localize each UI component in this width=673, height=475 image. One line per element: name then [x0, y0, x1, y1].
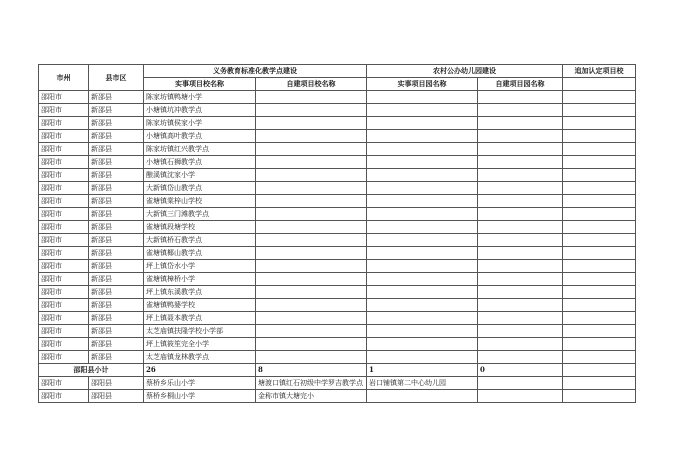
kg-self-cell	[478, 260, 563, 273]
kg-actual-cell	[367, 208, 478, 221]
kg-self-cell	[478, 234, 563, 247]
city-cell: 邵阳市	[39, 351, 89, 364]
self-school-cell	[256, 208, 367, 221]
kg-self-cell	[478, 273, 563, 286]
additional-cell	[563, 390, 636, 403]
school-name-cell: 蔡桥乡乐山小学	[144, 377, 256, 390]
kg-self-cell	[478, 338, 563, 351]
additional-cell	[563, 221, 636, 234]
county-cell: 新邵县	[89, 104, 144, 117]
table-row	[39, 143, 636, 156]
city-cell: 邵阳市	[39, 273, 89, 286]
school-name-cell: 小塘镇高叶教学点	[144, 130, 256, 143]
kg-self-cell	[478, 351, 563, 364]
county-cell: 新邵县	[89, 351, 144, 364]
city-cell: 邵阳市	[39, 208, 89, 221]
self-school-cell	[256, 247, 367, 260]
additional-cell	[563, 299, 636, 312]
county-cell: 新邵县	[89, 169, 144, 182]
header-county: 县市区	[89, 65, 144, 91]
city-cell: 邵阳市	[39, 221, 89, 234]
additional-cell	[563, 143, 636, 156]
additional-cell	[563, 286, 636, 299]
header-kg-self: 自建项目园名称	[478, 78, 563, 91]
county-cell: 邵阳县	[89, 390, 144, 403]
county-cell: 新邵县	[89, 117, 144, 130]
county-cell: 新邵县	[89, 338, 144, 351]
school-name-cell: 雀塘镇段塘学校	[144, 221, 256, 234]
county-cell: 新邵县	[89, 234, 144, 247]
table-row	[39, 195, 636, 208]
additional-cell	[563, 208, 636, 221]
table-row	[39, 312, 636, 325]
kg-self-cell	[478, 377, 563, 390]
school-name-cell: 大新镇三门滩教学点	[144, 208, 256, 221]
subtotal-additional	[563, 364, 636, 377]
school-name-cell: 蔡桥乡桐山小学	[144, 390, 256, 403]
kg-actual-cell	[367, 156, 478, 169]
self-school-cell	[256, 338, 367, 351]
city-cell: 邵阳市	[39, 117, 89, 130]
header-city: 市州	[39, 65, 89, 91]
county-cell: 新邵县	[89, 156, 144, 169]
kg-actual-cell	[367, 91, 478, 104]
city-cell: 邵阳市	[39, 91, 89, 104]
school-name-cell: 陈家坊镇红兴教学点	[144, 143, 256, 156]
self-school-cell	[256, 312, 367, 325]
city-cell: 邵阳市	[39, 299, 89, 312]
self-school-cell	[256, 286, 367, 299]
kg-actual-cell	[367, 195, 478, 208]
school-name-cell: 坪上镇聂本教学点	[144, 312, 256, 325]
county-cell: 新邵县	[89, 260, 144, 273]
school-name-cell: 坪上镇东溪教学点	[144, 286, 256, 299]
school-name-cell: 陈家坊镇侯家小学	[144, 117, 256, 130]
school-name-cell: 太芝庙镇龙林教学点	[144, 351, 256, 364]
self-school-cell: 塘渡口镇红石初级中学罗吉教学点	[256, 377, 367, 390]
header-row-top	[39, 65, 636, 78]
school-name-cell: 大新镇桥石教学点	[144, 234, 256, 247]
kg-self-cell	[478, 91, 563, 104]
school-name-cell: 太芝庙镇扶隆学校小学部	[144, 325, 256, 338]
header-kg-actual: 实事项目园名称	[367, 78, 478, 91]
additional-cell	[563, 273, 636, 286]
kg-self-cell	[478, 104, 563, 117]
table-row	[39, 104, 636, 117]
additional-cell	[563, 260, 636, 273]
city-cell: 邵阳市	[39, 156, 89, 169]
city-cell: 邵阳市	[39, 338, 89, 351]
county-cell: 新邵县	[89, 299, 144, 312]
city-cell: 邵阳市	[39, 260, 89, 273]
self-school-cell	[256, 195, 367, 208]
additional-cell	[563, 338, 636, 351]
self-school-cell	[256, 104, 367, 117]
table-row	[39, 286, 636, 299]
additional-cell	[563, 182, 636, 195]
school-name-cell: 酿溪镇沈家小学	[144, 169, 256, 182]
city-cell: 邵阳市	[39, 104, 89, 117]
kg-actual-cell: 岩口铺镇第二中心幼儿园	[367, 377, 478, 390]
kg-self-cell	[478, 156, 563, 169]
self-school-cell	[256, 221, 367, 234]
kg-actual-cell	[367, 351, 478, 364]
table-row	[39, 325, 636, 338]
additional-cell	[563, 325, 636, 338]
school-name-cell: 雀塘镇椰山教学点	[144, 247, 256, 260]
table-row	[39, 208, 636, 221]
additional-cell	[563, 247, 636, 260]
county-cell: 新邵县	[89, 273, 144, 286]
kg-actual-cell	[367, 247, 478, 260]
self-school-cell	[256, 182, 367, 195]
kg-actual-cell	[367, 312, 478, 325]
county-cell: 新邵县	[89, 143, 144, 156]
kg-self-cell	[478, 221, 563, 234]
self-school-cell	[256, 130, 367, 143]
county-cell: 邵阳县	[89, 377, 144, 390]
table-row	[39, 234, 636, 247]
kg-actual-cell	[367, 182, 478, 195]
kg-actual-cell	[367, 143, 478, 156]
additional-cell	[563, 195, 636, 208]
kg-self-cell	[478, 312, 563, 325]
table-row	[39, 338, 636, 351]
table-row	[39, 182, 636, 195]
kg-actual-cell	[367, 104, 478, 117]
city-cell: 邵阳市	[39, 234, 89, 247]
header-kindergarten-group: 农村公办幼儿园建设	[367, 65, 563, 78]
kg-self-cell	[478, 182, 563, 195]
city-cell: 邵阳市	[39, 169, 89, 182]
county-cell: 新邵县	[89, 91, 144, 104]
header-additional: 追加认定项目校	[563, 65, 636, 78]
table-row	[39, 377, 636, 390]
additional-cell	[563, 156, 636, 169]
kg-self-cell	[478, 195, 563, 208]
county-cell: 新邵县	[89, 182, 144, 195]
table-row	[39, 169, 636, 182]
table-row	[39, 351, 636, 364]
city-cell: 邵阳市	[39, 247, 89, 260]
self-school-cell	[256, 91, 367, 104]
county-cell: 新邵县	[89, 195, 144, 208]
table-row	[39, 247, 636, 260]
school-name-cell: 雀塘镇鸭婆学校	[144, 299, 256, 312]
kg-self-cell	[478, 247, 563, 260]
city-cell: 邵阳市	[39, 390, 89, 403]
kg-actual-cell	[367, 273, 478, 286]
table-row	[39, 273, 636, 286]
county-cell: 新邵县	[89, 325, 144, 338]
self-school-cell	[256, 260, 367, 273]
kg-actual-cell	[367, 390, 478, 403]
subtotal-compulsory-self: 8	[256, 364, 367, 377]
additional-cell	[563, 130, 636, 143]
school-name-cell: 坪上镇岱水小学	[144, 260, 256, 273]
kg-self-cell	[478, 299, 563, 312]
self-school-cell	[256, 156, 367, 169]
county-cell: 新邵县	[89, 130, 144, 143]
subtotal-kg-self: 0	[478, 364, 563, 377]
kg-actual-cell	[367, 130, 478, 143]
self-school-cell	[256, 143, 367, 156]
city-cell: 邵阳市	[39, 182, 89, 195]
table-row	[39, 156, 636, 169]
county-cell: 新邵县	[89, 247, 144, 260]
additional-cell	[563, 91, 636, 104]
self-school-cell	[256, 299, 367, 312]
self-school-cell	[256, 273, 367, 286]
kg-actual-cell	[367, 338, 478, 351]
subtotal-label: 邵阳县小计	[39, 364, 144, 377]
additional-cell	[563, 169, 636, 182]
header-compulsory-group: 义务教育标准化教学点建设	[144, 65, 367, 78]
city-cell: 邵阳市	[39, 130, 89, 143]
subtotal-row	[39, 364, 636, 377]
additional-cell	[563, 312, 636, 325]
kg-actual-cell	[367, 234, 478, 247]
kg-self-cell	[478, 390, 563, 403]
additional-cell	[563, 351, 636, 364]
additional-cell	[563, 377, 636, 390]
city-cell: 邵阳市	[39, 286, 89, 299]
school-name-cell: 小塘镇坑冲教学点	[144, 104, 256, 117]
kg-actual-cell	[367, 221, 478, 234]
school-name-cell: 坪上镇筱笙完全小学	[144, 338, 256, 351]
kg-actual-cell	[367, 286, 478, 299]
table-row	[39, 260, 636, 273]
table-row	[39, 390, 636, 403]
self-school-cell	[256, 351, 367, 364]
kg-self-cell	[478, 286, 563, 299]
additional-cell	[563, 104, 636, 117]
county-cell: 新邵县	[89, 208, 144, 221]
kg-self-cell	[478, 169, 563, 182]
county-cell: 新邵县	[89, 221, 144, 234]
table-row	[39, 299, 636, 312]
project-table	[38, 64, 636, 403]
school-name-cell: 小塘镇石狮教学点	[144, 156, 256, 169]
self-school-cell	[256, 117, 367, 130]
city-cell: 邵阳市	[39, 325, 89, 338]
table-row	[39, 117, 636, 130]
table-row	[39, 130, 636, 143]
kg-self-cell	[478, 325, 563, 338]
county-cell: 新邵县	[89, 286, 144, 299]
self-school-cell: 金称市镇大塘完小	[256, 390, 367, 403]
county-cell: 新邵县	[89, 312, 144, 325]
additional-cell	[563, 117, 636, 130]
city-cell: 邵阳市	[39, 377, 89, 390]
self-school-cell	[256, 325, 367, 338]
table-row	[39, 221, 636, 234]
school-name-cell: 雀塘镇棠梓山学校	[144, 195, 256, 208]
kg-self-cell	[478, 143, 563, 156]
table-row	[39, 91, 636, 104]
city-cell: 邵阳市	[39, 312, 89, 325]
kg-actual-cell	[367, 169, 478, 182]
kg-self-cell	[478, 117, 563, 130]
school-name-cell: 陈家坊镇鸭塘小学	[144, 91, 256, 104]
header-compulsory-self: 自建项目校名称	[256, 78, 367, 91]
city-cell: 邵阳市	[39, 195, 89, 208]
additional-cell	[563, 234, 636, 247]
kg-actual-cell	[367, 325, 478, 338]
kg-actual-cell	[367, 260, 478, 273]
kg-actual-cell	[367, 299, 478, 312]
city-cell: 邵阳市	[39, 143, 89, 156]
kg-self-cell	[478, 208, 563, 221]
header-additional-blank	[563, 78, 636, 91]
self-school-cell	[256, 234, 367, 247]
self-school-cell	[256, 169, 367, 182]
subtotal-compulsory-actual: 26	[144, 364, 256, 377]
header-compulsory-actual: 实事项目校名称	[144, 78, 256, 91]
kg-self-cell	[478, 130, 563, 143]
kg-actual-cell	[367, 117, 478, 130]
school-name-cell: 大新镇岱山教学点	[144, 182, 256, 195]
subtotal-kg-actual: 1	[367, 364, 478, 377]
school-name-cell: 雀塘镇樟桥小学	[144, 273, 256, 286]
